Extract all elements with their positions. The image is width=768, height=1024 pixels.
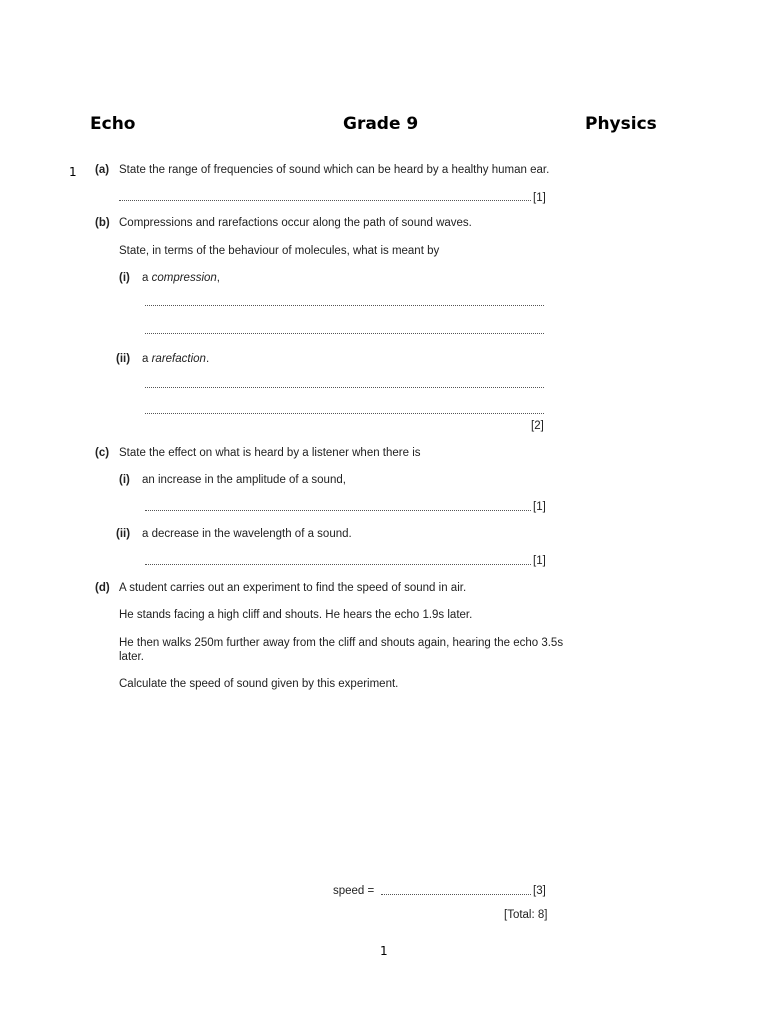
answer-line-b-i-1[interactable] [145, 305, 544, 306]
header-topic: Echo [90, 114, 136, 134]
header-grade: Grade 9 [343, 114, 419, 134]
part-c-ii-text: a decrease in the wavelength of a sound. [142, 528, 352, 540]
page-number: 1 [380, 944, 388, 958]
answer-line-c-ii[interactable] [145, 564, 531, 565]
part-b-ii-text: a rarefaction. [142, 353, 210, 365]
part-c-i-label: (i) [119, 474, 130, 486]
part-d-text: A student carries out an experiment to find the speed of sound in air. [119, 582, 467, 594]
part-d-text2: He stands facing a high cliff and shouts. He hears the echo 1.9s later. [119, 609, 473, 621]
part-d-label: (d) [95, 582, 110, 594]
total-marks: [Total: 8] [504, 909, 548, 921]
header-subject: Physics [585, 114, 657, 134]
answer-line-c-i[interactable] [145, 510, 531, 511]
part-c-ii-label: (ii) [116, 528, 131, 540]
question-number: 1 [69, 165, 77, 179]
part-c-i-mark: [1] [533, 501, 546, 513]
part-a-text: State the range of frequencies of sound which can be heard by a healthy human ear. [119, 164, 550, 176]
answer-line-b-ii-1[interactable] [145, 387, 544, 388]
part-b-mark: [2] [531, 420, 544, 432]
part-c-i-text: an increase in the amplitude of a sound, [142, 474, 346, 486]
part-c-label: (c) [95, 447, 110, 459]
part-b-text: Compressions and rarefactions occur along the path of sound waves. [119, 217, 472, 229]
part-b-label: (b) [95, 217, 110, 229]
part-b-i-text: a compression, [142, 272, 220, 284]
speed-answer-line[interactable] [381, 894, 531, 895]
answer-line-b-i-2[interactable] [145, 333, 544, 334]
part-d-text4: Calculate the speed of sound given by this experiment. [119, 678, 399, 690]
speed-answer-label: speed = [333, 885, 375, 897]
part-b-i-label: (i) [119, 272, 130, 284]
part-d-mark: [3] [533, 885, 546, 897]
part-b-ii-label: (ii) [116, 353, 131, 365]
part-a-label: (a) [95, 164, 110, 176]
answer-line-a[interactable] [119, 200, 531, 201]
part-b-text2: State, in terms of the behaviour of molecules, what is meant by [119, 245, 440, 257]
part-d-text3-line2: later. [119, 651, 144, 663]
part-c-ii-mark: [1] [533, 555, 546, 567]
answer-line-b-ii-2[interactable] [145, 413, 544, 414]
part-a-mark: [1] [533, 192, 546, 204]
part-d-text3-line1: He then walks 250m further away from the cliff and shouts again, hearing the echo 3.5s [119, 637, 564, 649]
part-c-text: State the effect on what is heard by a listener when there is [119, 447, 421, 459]
